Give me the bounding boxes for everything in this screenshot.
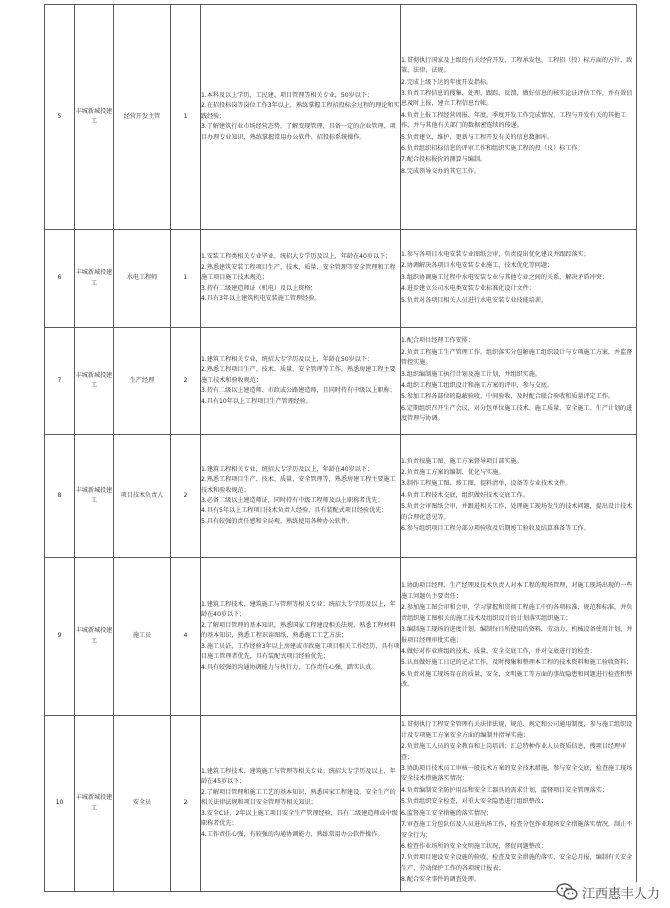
requirement-item: 1.安装工程类相关专业毕业，统招大专学历及以上，年龄在40岁以下； [201, 253, 392, 261]
requirement-item: 1.建筑工程技术、建筑施工与管理等相关专业；统招大专学历及以上，年龄在45岁以下； [201, 768, 396, 786]
position-count: 4 [171, 558, 201, 716]
hiring-unit: 丰城新城投建工 [75, 328, 114, 435]
job-table [44, 4, 637, 892]
duty-item: 7.审查施工分包队伍及人员进出场工作，检查分包作业现场安全措施落实情况，制止不安全行为； [401, 821, 633, 839]
duty-item: 5.负责会审图纸会审，并跟进相关工作，处理施工现场发生的技术问题，提出设计技术的合理化意见等。 [401, 503, 633, 521]
requirement-item: 3.必备二级以上建造师证，同时持有中级工程师及以上职称者优先； [201, 497, 384, 504]
duty-item: 1.贯彻执行工程安全管理有关法律法规、规范、规定和公司通用制度，参与施工组织设计及专项施工方案安全方面的编制并指导实施； [401, 721, 633, 739]
table-row [45, 230, 637, 328]
job-table-body [45, 5, 637, 892]
row-number: 5 [45, 5, 75, 230]
position-count: 1 [171, 5, 201, 230]
duty-item: 1.负责按施工图、施工方案督导项目部实施。 [401, 457, 523, 465]
requirement-item: 1.建筑工程相关专业，统招大专学历及以上，年龄在50岁以下； [201, 355, 374, 363]
duty-item: 3.协助项目技术员工审核一般技术方案的安全技术措施，参与安全交底，检查施工现场安全技术措施落实情况； [401, 765, 633, 783]
duties-cell [401, 435, 637, 558]
requirements-cell [201, 716, 401, 892]
duty-item: 2.参加施工图会审和会审，学习掌握和贯彻工程施工中的各项标准、规范和标准，并负责组织施工图相关的施工技术及组织设计的计划落实组织施工； [401, 604, 633, 622]
duty-item: 2.完成上级下达的年度开发指标。 [401, 78, 493, 86]
row-number: 10 [45, 716, 75, 892]
requirement-item: 3.了解建筑行业市场经营态势，了解变现管理，具备一定的企业管理、项目办理专业知识，熟练掌握常用办公软件、招投标系统操作。 [201, 123, 396, 141]
watermark-text: 江西惠丰人力 [581, 886, 660, 902]
duty-item: 8.配合安全事件的调查处理。 [401, 876, 480, 884]
duty-item: 3.组织编制施工执行计划及施工计划，并组织实施。 [401, 370, 541, 378]
table-row [45, 435, 637, 558]
row-number: 6 [45, 230, 75, 328]
requirement-item: 5.具有较强的责任感和全局观，熟练使用各种办公软件。 [201, 517, 354, 525]
requirement-item: 2.了解项目管理和施工工艺的基本知识，熟悉国家工程建设、安全生产的相关法律法规和项目安全管理等相关知识； [201, 788, 396, 807]
requirement-item: 3.持有二级建造师证（机电）及以上资格； [201, 284, 317, 292]
hiring-unit: 丰城新城投建工 [75, 230, 114, 328]
requirement-item: 2.熟悉工程项目生产、技术、质量、安全管理等工作，熟悉房建工程主要施工技术和验收规范； [201, 366, 396, 384]
duties-cell [401, 5, 637, 230]
duty-item: 8.完成领导交办的其它工作。 [401, 167, 480, 175]
duty-item: 6.参与组织项目工程分部分项验收及后期竣工验收及结算准备等工作。 [401, 525, 590, 533]
requirement-item: 2.熟悉工程项目生产、技术、质量、安全管理等，熟悉房建工程主要施工技术和验收规范； [201, 476, 396, 494]
requirement-item: 4.具有较强的沟通协调能力与执行力，工作责任心强，踏实认真。 [201, 663, 378, 671]
requirement-item: 4.具有10年以上工程项目生产管理经验。 [201, 397, 313, 405]
requirement-item: 4.具有3年以上建筑机电安装施工管理经验。 [201, 295, 321, 303]
position-name: 项目技术负责人 [114, 435, 171, 558]
requirement-item: 3.持有二级以上建造师、市政或公路建造师，且同时持有中级以上职称； [201, 387, 396, 395]
duty-item: 2.负责工程施工生产管理工作，组织落实分包解施工组织设计与专项施工方案，并监督管控实施。 [401, 348, 633, 367]
row-number: 8 [45, 435, 75, 558]
hiring-unit: 丰城新城投建工 [75, 716, 114, 892]
duties-cell [401, 558, 637, 716]
table-row [45, 5, 637, 230]
duties-cell [401, 716, 637, 892]
requirement-item: 4.工作责任心强，有较强的沟通协调能力，熟练常用办公软件操作。 [201, 830, 384, 838]
duty-item: 4.负责编制安全防护用品和安全工器具的需求计划，监督项目安全管理落实； [401, 786, 608, 794]
duty-item: 2.负责施工人员的安全教育和上岗培训；汇总特种作业人员资质信息，搜项目经理审查； [401, 743, 627, 761]
position-count: 2 [171, 435, 201, 558]
duty-item: 3.编制施工现场的进度计划，编制每日所使用的资料，劳动力，机械设备使用计划，并报项目经理审批实施； [401, 626, 633, 644]
requirement-item: 3.施工员证，工作经验3年以上房建或市政施工项目相关工作经历，具有项目施工管理者优先，具有装配式项目经验优先； [201, 642, 400, 661]
duty-item: 6.监督施工安全措施的落实情况； [401, 809, 493, 817]
duty-item: 2.协调解决各项目水电安装专业施工、技术优化等问题； [401, 262, 554, 270]
hiring-unit: 丰城新城投建工 [75, 435, 114, 558]
watermark [556, 882, 660, 902]
duty-item: 4.做好对作业班组的技术、质量、安全交底工作，并对交底进行的检查； [401, 647, 596, 655]
duty-item: 6.定期组织召开生产会议，对分包单位施工技术、施工质量、安全施工、生产计划的进度管理与协调。 [401, 404, 633, 423]
requirements-cell [201, 230, 401, 328]
duty-item: 3.组织协调施工过程中水电安装专业与其他专业之间的关系，解决矛盾冲突； [401, 273, 608, 281]
duty-item: 1.协助项目经理、生产经理及技术负责人对本工程的现场管理，对施工现场出现的一些施工问题负主要责任； [401, 582, 633, 600]
table-row [45, 328, 637, 435]
hiring-unit: 丰城新城投建工 [75, 5, 114, 230]
requirement-item: 2.熟悉建筑安装工程项目生产、技术、质量、安全管理等安全管理和工程施工项目施工技术规范； [201, 263, 396, 282]
duty-item: 5.负责对各项目相关人员进行水电安装专业技能培训。 [401, 296, 547, 304]
requirement-item: 2.在招投标岗等岗位工作3年以上，熟练掌握工程招投标全过程的理论和实践经验； [201, 102, 400, 120]
duty-item: 6.负责组织招标信息的评审工作和组织实施工程的投（议）标工作。 [401, 145, 584, 153]
requirement-item: 2.了解项目管理的基本知识，熟悉国家工程建设相关法规，熟悉工程材料的基本知识，熟悉工程识读图纸，熟悉施工工艺方法； [201, 621, 396, 640]
duties-cell [401, 328, 637, 435]
duty-item: 5.认真做好施工日记的记录工作，及时搜集和整理本工程的技术资料和施工验收资料； [401, 659, 633, 667]
duty-item: 6.检查作业场所的安全文明施工状况，督促问题整改； [401, 842, 547, 850]
duty-item: 7.负责项目建设安全设施的验收、检查及安全措施的落实，安全总月报，编制有关安全生产、劳动保护工作的各项统计报表； [401, 854, 633, 872]
duty-item: 4.进步建立公司水电类安装专业标准化设计文件； [401, 285, 535, 293]
duty-item: 3.负责工程信息的搜集、处理、跟踪、反馈，做好信息的核实论证评估工作，并有效信息及时上报，建立工程信息台帐。 [401, 89, 633, 108]
requirements-cell [201, 328, 401, 435]
duty-item: 5.负责组织安全检查，对重大安全隐患进行组织整改； [401, 798, 547, 806]
duty-item: 5.参加工程各部位的隐蔽验收、中间验收，及时配合联合验收和质量评定工作。 [401, 393, 615, 401]
position-count: 2 [171, 328, 201, 435]
duty-item: 3.制作工程施工图、竣工图，提料清单，设备等专业技术文件。 [401, 480, 572, 488]
duty-item: 5.负责建立、维护、更新与工程开发有关的信息数据库。 [401, 133, 554, 141]
requirements-cell [201, 435, 401, 558]
hiring-unit: 丰城新城投建工 [75, 558, 114, 716]
duty-item: 4.负责工程技术交底，组织做好技术交底工作。 [401, 491, 529, 499]
position-name: 水电工程师 [114, 230, 171, 328]
duty-item: 4.组织工程施工组织设计和施工方案的评审，参与交底。 [401, 382, 554, 389]
position-name: 施工员 [114, 558, 171, 716]
table-row [45, 716, 637, 892]
position-name: 经营开发主管 [114, 5, 171, 230]
duty-item: 7.配合投标报价的测算与编制。 [401, 156, 487, 164]
wechat-icon [556, 883, 578, 901]
duty-item: 2.负责施工方案的编制、优化与实施。 [401, 468, 505, 476]
requirement-item: 3.安全C证，2年以上施工项目安全生产管理经验，具有二级建造师或中级职称者优先； [201, 809, 398, 828]
position-count: 2 [171, 716, 201, 892]
requirement-item: 1.建筑工程技术、建筑施工与管理等相关专业；统招大专学历及以上，年龄在40岁以下； [201, 601, 396, 619]
requirement-item: 1.建筑工程相关专业，统招大专学历及以上，年龄在40岁以下； [201, 465, 374, 473]
duties-cell [401, 230, 637, 328]
requirement-item: 4.具有5年以上工程项目技术负责人经验，具有装配式项目经验优先； [201, 507, 388, 515]
duty-item: 1.参与各项目水电安装专业图纸会审，负责提出优化建议并跟踪落实； [401, 250, 590, 258]
row-number: 7 [45, 328, 75, 435]
duty-item: 1.贯彻执行国家及上级的有关经营开发、工程承发包、工程招（投）标方面的方针、政策、法律、法规。 [401, 56, 633, 75]
duty-item: 1.配合项目经理工作安排； [401, 337, 474, 345]
position-count: 1 [171, 230, 201, 328]
duty-item: 4.负责上报工程经营周报、年度、季度开发工作完成情况，工程与开发有关的其他工作，并与其他有关部门的数据密连续的传递。 [401, 111, 627, 130]
row-number: 9 [45, 558, 75, 716]
table-row [45, 558, 637, 716]
position-name: 生产经理 [114, 328, 171, 435]
requirements-cell [201, 558, 401, 716]
duty-item: 6.负责对施工现场存在的质量、安全、文明施工等方面的事故隐患和问题进行检查和整改。 [401, 670, 633, 689]
requirements-cell [201, 5, 401, 230]
requirement-item: 1.本科及以上学历，工民建、项目管理等相关专业，50岁以下； [201, 91, 374, 99]
position-name: 安全员 [114, 716, 171, 892]
